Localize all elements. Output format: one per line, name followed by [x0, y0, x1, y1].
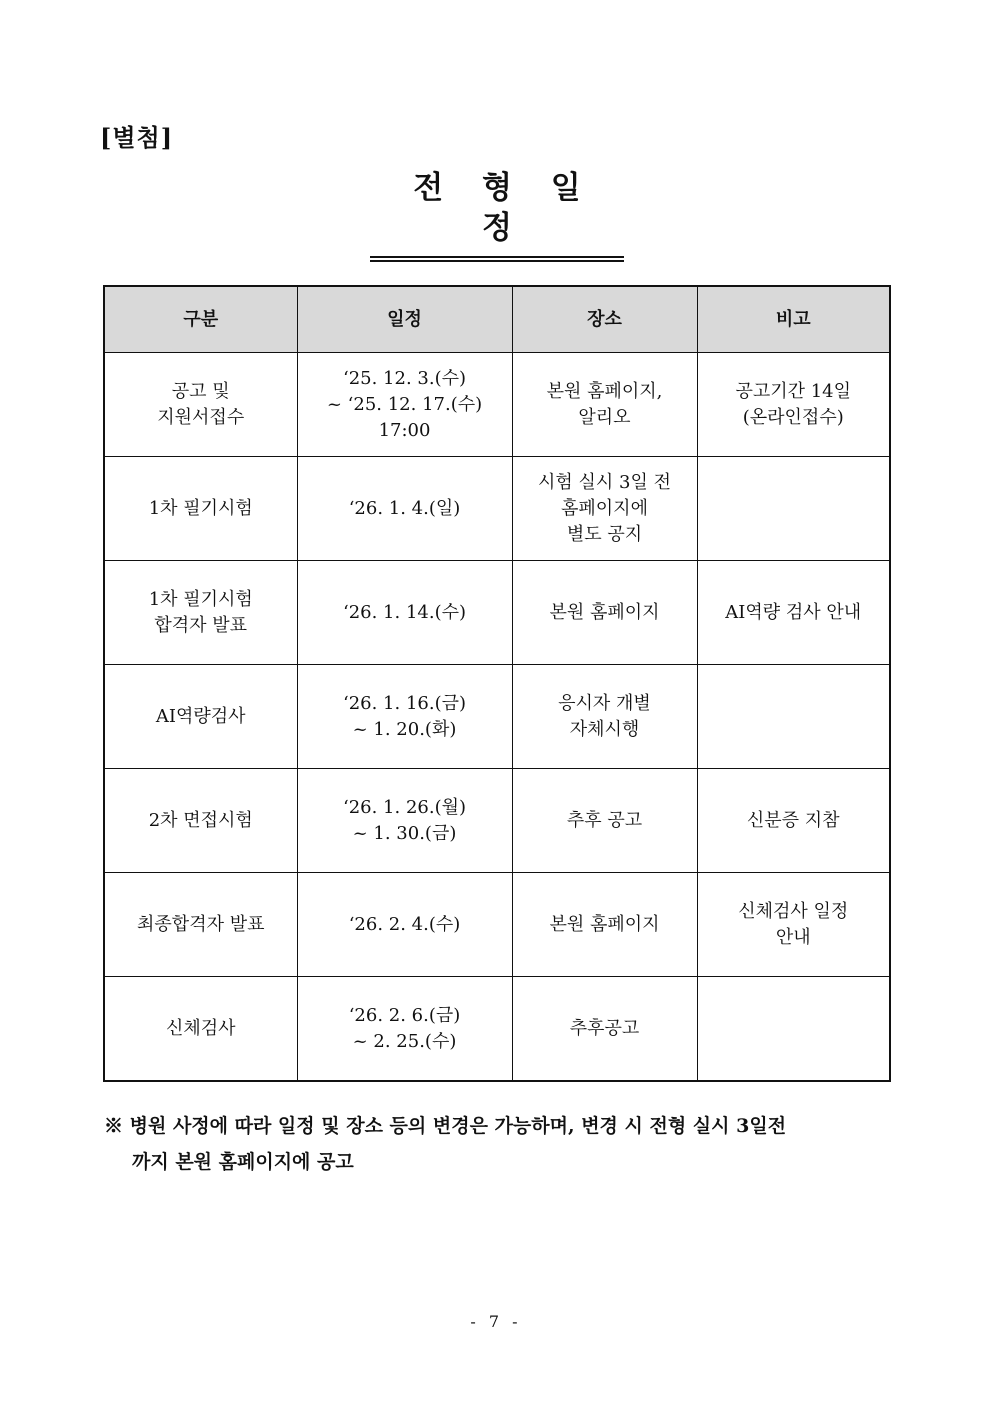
cell-category: 2차 면접시험	[104, 769, 297, 873]
cell-remarks: AI역량 검사 안내	[697, 561, 890, 665]
cell-remarks: 신분증 지참	[697, 769, 890, 873]
cell-schedule: ‘26. 1. 4.(일)	[297, 457, 512, 561]
cell-location: 시험 실시 3일 전 홈페이지에 별도 공지	[512, 457, 697, 561]
table-row	[104, 353, 890, 457]
cell-location: 추후공고	[512, 977, 697, 1082]
cell-category: 1차 필기시험	[104, 457, 297, 561]
cell-schedule: ‘26. 2. 6.(금) ~ 2. 25.(수)	[297, 977, 512, 1082]
table-row	[104, 457, 890, 561]
cell-schedule: ‘26. 1. 14.(수)	[297, 561, 512, 665]
header-category: 구분	[104, 286, 297, 353]
cell-location: 본원 홈페이지	[512, 561, 697, 665]
cell-category: 공고 및 지원서접수	[104, 353, 297, 457]
cell-category: 1차 필기시험 합격자 발표	[104, 561, 297, 665]
table-row	[104, 873, 890, 977]
cell-category: 신체검사	[104, 977, 297, 1082]
note-line-2: 까지 본원 홈페이지에 공고	[132, 1151, 354, 1173]
page-number: - 7 -	[470, 1312, 522, 1331]
table-header-row	[104, 286, 890, 353]
table-row	[104, 977, 890, 1082]
schedule-change-note	[104, 1108, 904, 1180]
cell-schedule: ‘26. 2. 4.(수)	[297, 873, 512, 977]
title-double-underline	[370, 256, 624, 262]
cell-remarks: 신체검사 일정 안내	[697, 873, 890, 977]
page-title: 전 형 일 정	[413, 170, 595, 246]
note-line-1: ※ 병원 사정에 따라 일정 및 장소 등의 변경은 가능하며, 변경 시 전형 실시 3일전	[104, 1115, 787, 1137]
table-row	[104, 665, 890, 769]
title-block	[370, 168, 624, 262]
cell-location: 본원 홈페이지	[512, 873, 697, 977]
cell-category: 최종합격자 발표	[104, 873, 297, 977]
cell-category: AI역량검사	[104, 665, 297, 769]
cell-remarks	[697, 977, 890, 1082]
table-row	[104, 769, 890, 873]
attachment-label: [별첨]	[100, 123, 174, 152]
header-remarks: 비고	[697, 286, 890, 353]
header-schedule: 일정	[297, 286, 512, 353]
cell-remarks: 공고기간 14일 (온라인접수)	[697, 353, 890, 457]
cell-location: 응시자 개별 자체시행	[512, 665, 697, 769]
cell-location: 추후 공고	[512, 769, 697, 873]
schedule-table	[103, 285, 891, 1082]
cell-schedule: ‘25. 12. 3.(수) ~ ‘25. 12. 17.(수) 17:00	[297, 353, 512, 457]
cell-remarks	[697, 457, 890, 561]
table-row	[104, 561, 890, 665]
cell-schedule: ‘26. 1. 26.(월) ~ 1. 30.(금)	[297, 769, 512, 873]
header-location: 장소	[512, 286, 697, 353]
cell-schedule: ‘26. 1. 16.(금) ~ 1. 20.(화)	[297, 665, 512, 769]
cell-location: 본원 홈페이지, 알리오	[512, 353, 697, 457]
cell-remarks	[697, 665, 890, 769]
